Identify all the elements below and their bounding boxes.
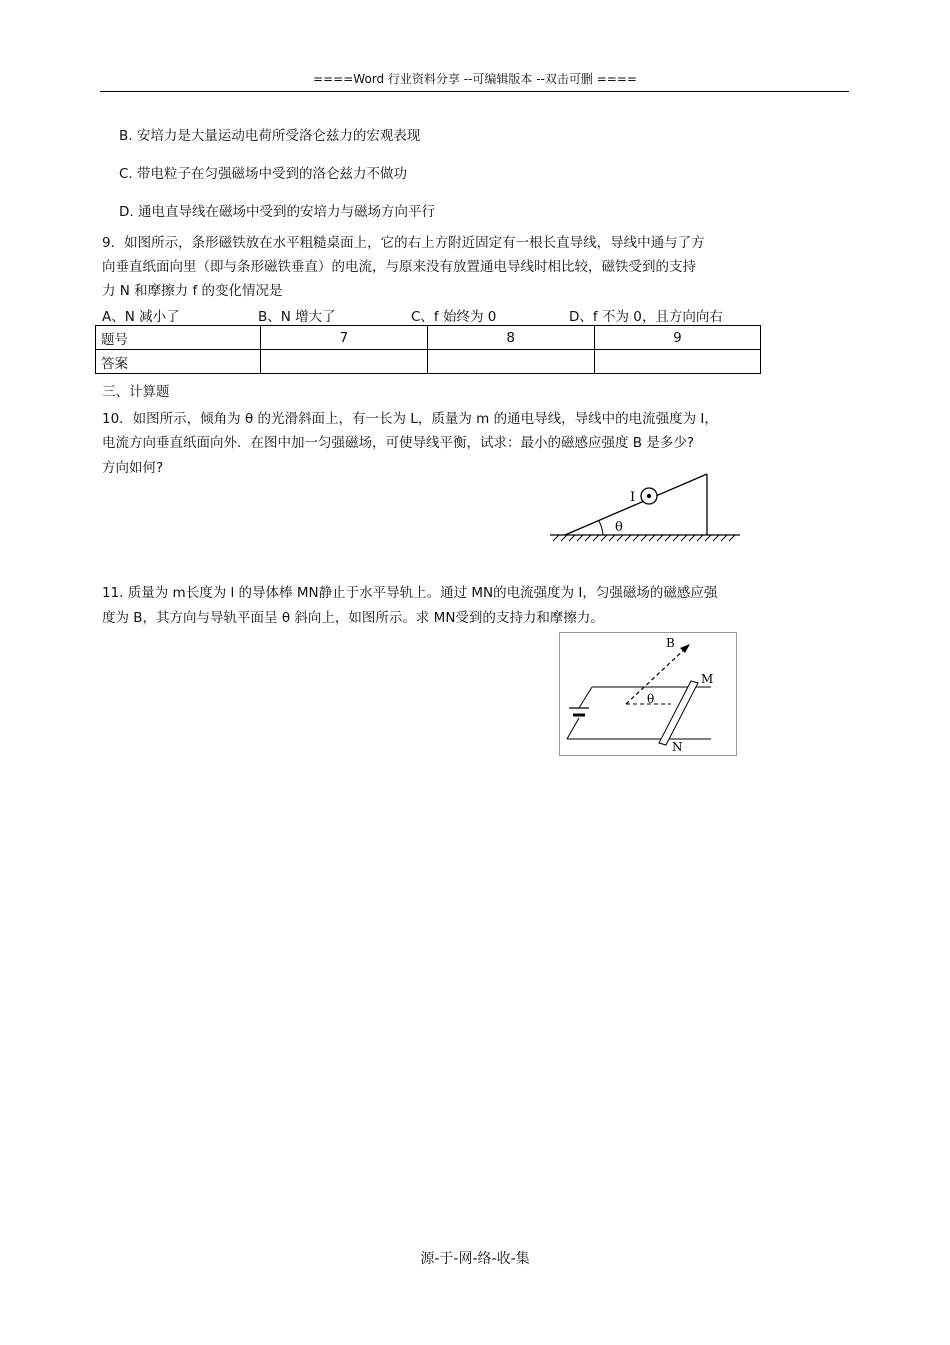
q9-line-3: 力 N 和摩擦力 f 的变化情况是 (102, 283, 283, 299)
q10-line-2: 电流方向垂直纸面向外．在图中加一匀强磁场，可使导线平衡，试求：最小的磁感应强度 B 是多少? (102, 435, 695, 451)
m-label: M (701, 672, 714, 686)
q9-option-d: D、f 不为 0，且方向向右 (569, 309, 723, 325)
incline-surface (565, 474, 707, 535)
n-label: N (672, 740, 683, 754)
angle-label: θ (647, 692, 655, 706)
q9-line-1: 9．如图所示，条形磁铁放在水平粗糙桌面上，它的右上方附近固定有一根长直导线，导线中通与了方 (102, 235, 705, 251)
field-b-line (626, 647, 687, 704)
table-cell-label: 答案 (96, 350, 261, 374)
q11-line-2: 度为 B，其方向与导轨平面呈 θ 斜向上，如图所示。求 MN受到的支持力和摩擦力。 (102, 610, 604, 626)
table-cell: 8 (427, 326, 594, 350)
answer-table (95, 325, 761, 374)
q8-option-b: B. 安培力是大量运动电荷所受洛仑兹力的宏观表现 (119, 128, 421, 144)
q8-option-c: C. 带电粒子在匀强磁场中受到的洛仑兹力不做功 (119, 166, 408, 182)
q11-line-1: 11. 质量为 m长度为 l 的导体棒 MN静止于水平导轨上。通过 MN的电流强度为 I，匀强磁场的磁感应强 (102, 585, 718, 601)
answer-cell-9 (594, 350, 760, 374)
angle-arc (599, 521, 603, 535)
q10-line-1: 10．如图所示，倾角为 θ 的光滑斜面上，有一长为 L，质量为 m 的通电导线，导线中的电流强度为 I， (102, 411, 718, 427)
table-row (96, 326, 761, 350)
ground-hatching (553, 535, 735, 541)
angle-label: θ (615, 520, 623, 535)
page-footer: 源-于-网-络-收-集 (420, 1251, 530, 1267)
field-b-arrowhead (680, 644, 690, 653)
header-divider (100, 91, 849, 92)
q8-option-d: D. 通电直导线在磁场中受到的安培力与磁场方向平行 (119, 204, 435, 220)
wire-to-battery-bottom (567, 718, 579, 739)
q9-option-a: A、N 减小了 (102, 309, 180, 325)
wire-to-battery-top (579, 687, 592, 708)
q9-option-c: C、f 始终为 0 (411, 309, 497, 325)
section-title: 三、计算题 (102, 384, 170, 400)
b-label: B (666, 636, 675, 650)
table-cell-label: 题号 (96, 326, 261, 350)
rod-mn (659, 681, 698, 745)
incline-diagram (545, 468, 745, 548)
rail-diagram (559, 632, 737, 757)
table-cell: 9 (594, 326, 760, 350)
current-label: I (630, 490, 636, 505)
table-cell: 7 (261, 326, 427, 350)
current-out-of-page-dot (647, 494, 651, 498)
answer-cell-8 (427, 350, 594, 374)
q9-option-b: B、N 增大了 (258, 309, 336, 325)
page-header: ====Word 行业资料分享 --可编辑版本 --双击可删 ==== (313, 72, 637, 86)
answer-cell-7 (261, 350, 427, 374)
table-row (96, 350, 761, 374)
q10-line-3: 方向如何? (102, 460, 164, 476)
q9-line-2: 向垂直纸面向里（即与条形磁铁垂直）的电流，与原来没有放置通电导线时相比较，磁铁受到的支持 (102, 259, 696, 275)
